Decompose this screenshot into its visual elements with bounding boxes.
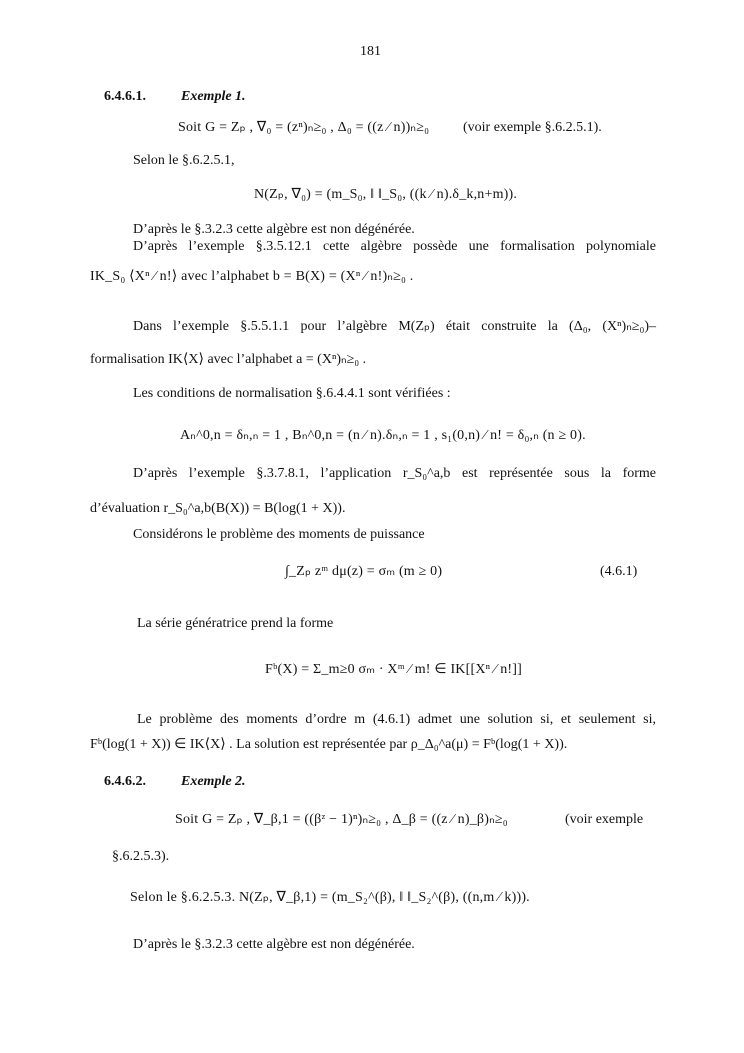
paragraph: D’après l’exemple §.3.5.12.1 cette algèbre possède une formalisation polynomiale [133,239,656,254]
section-number: 6.4.6.1. [104,89,146,104]
conditions-formula: Aₙ^0,n = δₙ,ₙ = 1 , Bₙ^0,n = (n ⁄ n).δₙ,ₙ = 1 , s₁(0,n) ⁄ n! = δ₀,ₙ (n ≥ 0). [180,428,586,443]
paragraph: Dans l’exemple §.5.5.1.1 pour l’algèbre M(Zₚ) était construite la (Δ₀, (Xⁿ)ₙ≥₀)– [133,319,656,334]
paragraph: Considérons le problème des moments de puissance [133,527,425,542]
page-number: 181 [360,44,381,59]
definition-formula: Soit G = Zₚ , ∇_β,1 = ((βᶻ − 1)ⁿ)ₙ≥₀ , Δ_β = ((z ⁄ n)_β)ₙ≥₀ [175,812,508,827]
norm-formula: N(Zₚ, ∇₀) = (m_S₀, ‖ ‖_S₀, ((k ⁄ n).δ_k,n+m)). [254,187,518,202]
paragraph: Selon le §.6.2.5.1, [133,153,235,168]
reference-text: (voir exemple §.6.2.5.1). [463,120,602,135]
norm-formula: Selon le §.6.2.5.3. N(Zₚ, ∇_β,1) = (m_S₂^(β), ‖ ‖_S₂^(β), ((n,m ⁄ k))). [130,890,530,905]
definition-formula: Soit G = Zₚ , ∇₀ = (zⁿ)ₙ≥₀ , Δ₀ = ((z ⁄ n))ₙ≥₀ [178,120,430,135]
paragraph: Les conditions de normalisation §.6.4.4.1 sont vérifiées : [133,386,451,401]
series-formula: Fᵇ(X) = Σ_m≥0 σₘ · Xᵐ ⁄ m! ∈ IK[[Xⁿ ⁄ n!]] [265,662,522,677]
paragraph: d’évaluation r_S₀^a,b(B(X)) = B(log(1 + X)). [90,501,346,516]
paragraph: D’après l’exemple §.3.7.8.1, l’application r_S₀^a,b est représentée sous la forme [133,466,656,481]
reference-text: (voir exemple [565,812,644,827]
paragraph: D’après le §.3.2.3 cette algèbre est non dégénérée. [133,222,415,237]
paragraph: D’après le §.3.2.3 cette algèbre est non dégénérée. [133,937,415,952]
section-number: 6.4.6.2. [104,774,146,789]
paragraph: formalisation IK⟨X⟩ avec l’alphabet a = (Xⁿ)ₙ≥₀ . [90,352,367,367]
paragraph: Fᵇ(log(1 + X)) ∈ IK⟨X⟩ . La solution est représentée par ρ_Δ₀^a(μ) = Fᵇ(log(1 + X)). [90,737,568,752]
section-title: Exemple 2. [181,774,246,789]
paragraph: Le problème des moments d’ordre m (4.6.1) admet une solution si, et seulement si, [137,712,656,727]
paragraph: La série génératrice prend la forme [137,616,334,631]
formalisation-formula: IK_S₀ ⟨Xⁿ ⁄ n!⟩ avec l’alphabet b = B(X) = (Xⁿ ⁄ n!)ₙ≥₀ . [90,269,414,284]
reference-text: §.6.2.5.3). [112,849,170,864]
equation-number: (4.6.1) [600,564,638,579]
integral-formula: ∫_Zₚ zᵐ dμ(z) = σₘ (m ≥ 0) [285,564,443,579]
section-title: Exemple 1. [181,89,246,104]
